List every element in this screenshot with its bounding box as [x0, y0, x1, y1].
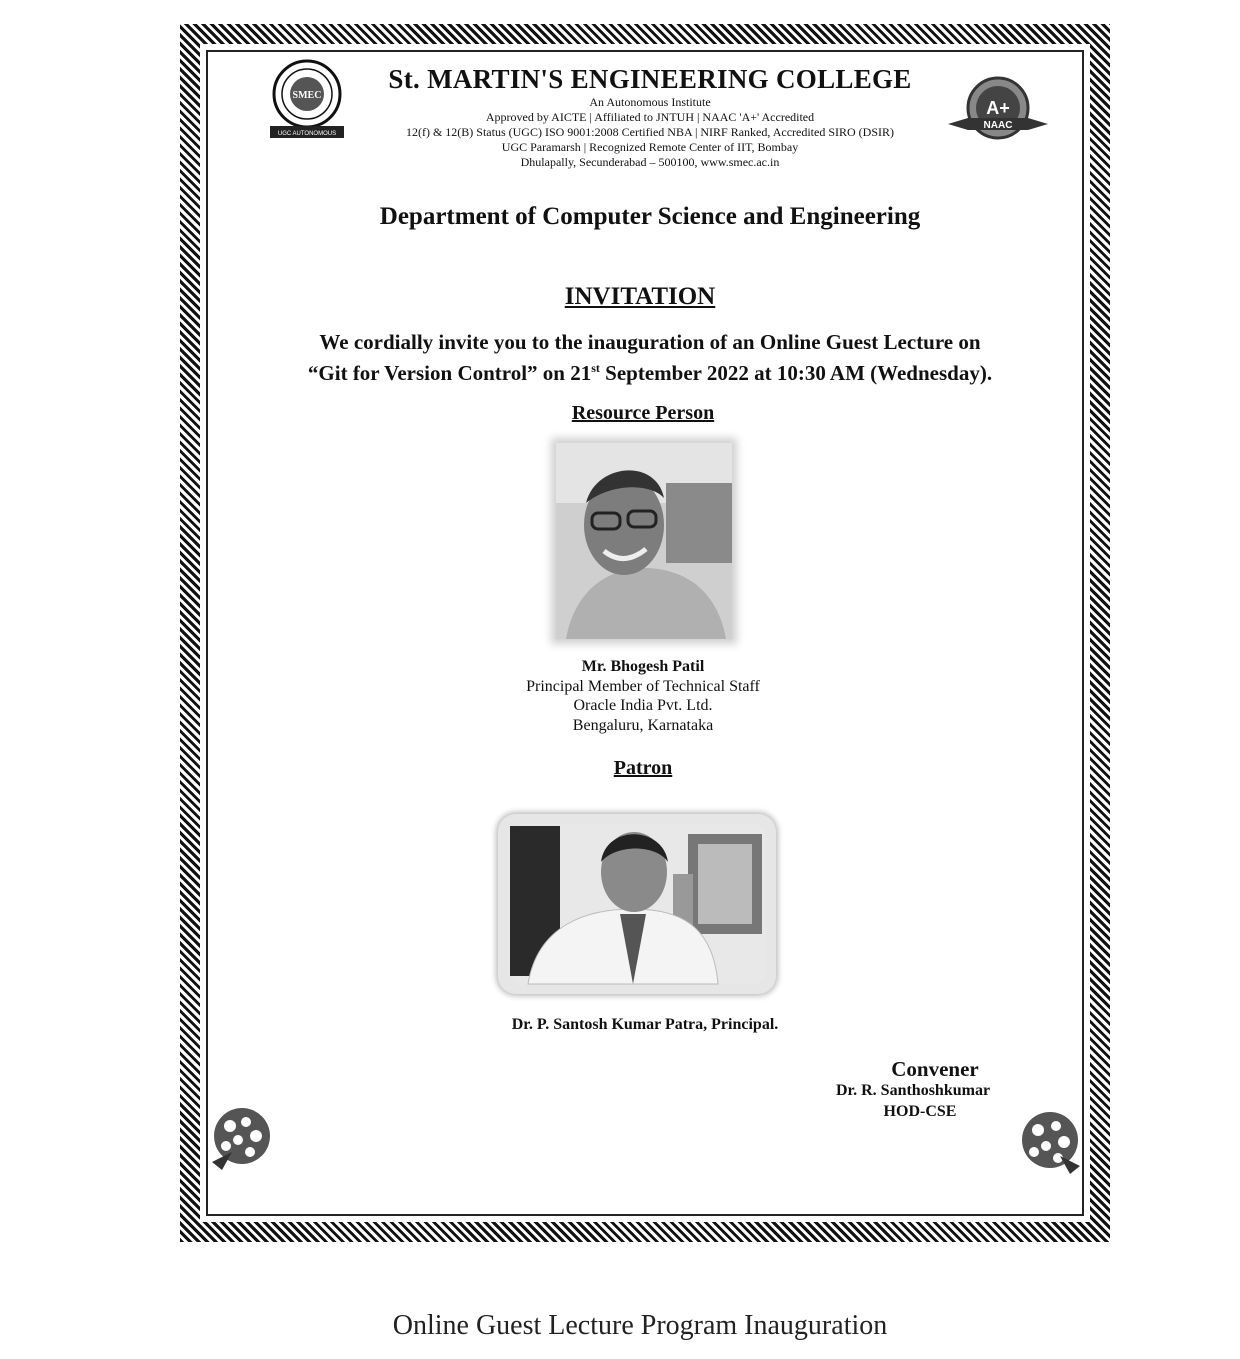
- resource-person-photo: [556, 443, 732, 639]
- department-title: Department of Computer Science and Engineering: [379, 203, 921, 230]
- college-logo: [268, 58, 346, 144]
- svg-text:NAAC: NAAC: [983, 120, 1013, 131]
- convener-name: Dr. R. Santhoshkumar: [835, 1082, 991, 1099]
- flower-bouquet-icon: [202, 1100, 286, 1180]
- patron-photo: [498, 814, 776, 994]
- patron-heading: Patron: [613, 757, 673, 779]
- accreditation-line: Approved by AICTE | Affiliated to JNTUH | NAAC 'A+' Accredited: [485, 110, 815, 124]
- institute-type: An Autonomous Institute: [589, 95, 711, 109]
- address-line: Dhulapally, Secunderabad – 500100, www.smec.ac.in: [520, 155, 780, 169]
- invitation-text: [230, 329, 1070, 386]
- svg-text:A+: A+: [986, 98, 1010, 118]
- flower-bouquet-icon: [1006, 1104, 1090, 1184]
- resource-person-heading: Resource Person: [571, 402, 715, 424]
- resource-person-designation: Principal Member of Technical Staff: [526, 677, 760, 695]
- svg-text:SMEC: SMEC: [292, 90, 322, 101]
- invitation-heading: INVITATION: [564, 283, 716, 310]
- invitation-line-1: We cordially invite you to the inauguration of an Online Guest Lecture on: [319, 330, 981, 354]
- resource-person-details: [470, 657, 816, 735]
- resource-person-location: Bengaluru, Karnataka: [572, 716, 714, 734]
- patron-name: Dr. P. Santosh Kumar Patra, Principal.: [511, 1016, 779, 1033]
- convener-role: HOD-CSE: [883, 1103, 957, 1120]
- recognition-line: UGC Paramarsh | Recognized Remote Center of IIT, Bombay: [501, 140, 799, 154]
- naac-logo: [946, 72, 1050, 152]
- convener-title: Convener: [891, 1057, 979, 1081]
- invitation-line-2: “Git for Version Control” on 21st September 2022 at 10:30 AM (Wednesday).: [307, 361, 993, 385]
- page-caption: Online Guest Lecture Program Inauguration: [392, 1310, 888, 1341]
- resource-person-organization: Oracle India Pvt. Ltd.: [573, 697, 713, 714]
- college-name: St. MARTIN'S ENGINEERING COLLEGE: [388, 64, 912, 94]
- svg-text:UGC AUTONOMOUS: UGC AUTONOMOUS: [277, 131, 337, 137]
- resource-person-name: Mr. Bhogesh Patil: [581, 658, 705, 675]
- certification-line: 12(f) & 12(B) Status (UGC) ISO 9001:2008 Certified NBA | NIRF Ranked, Accredited SIRO (DSIR): [405, 125, 895, 139]
